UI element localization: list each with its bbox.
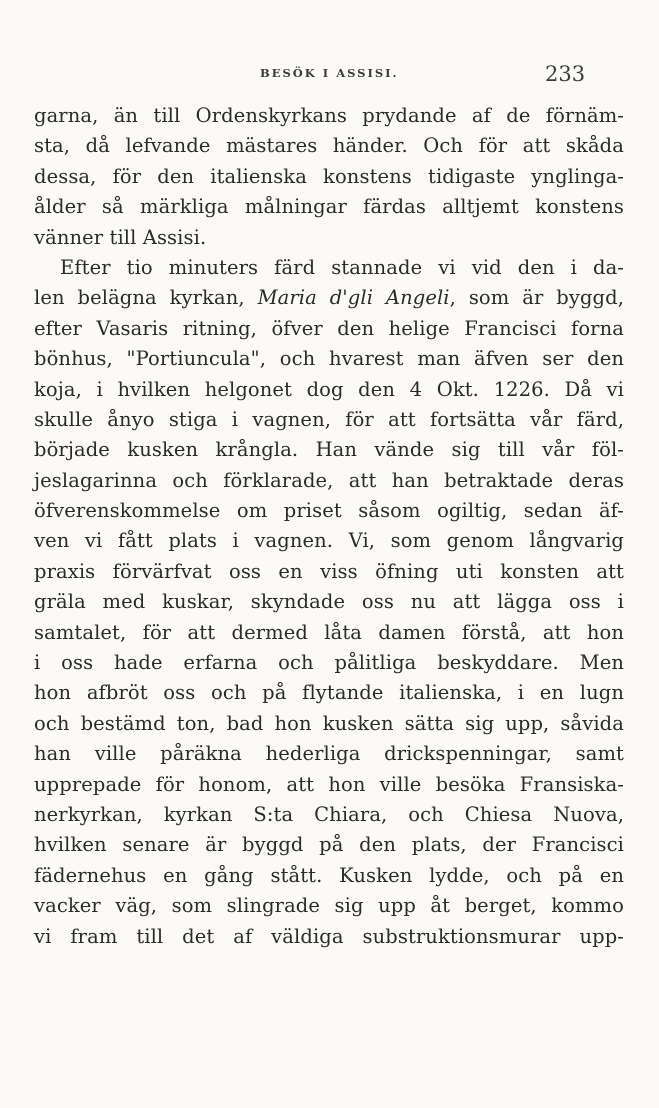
text-line: bönhus, "Portiuncula", och hvarest man äfven ser den	[34, 347, 624, 371]
text-segment: , som är byggd,	[449, 286, 624, 310]
text-line: gräla med kuskar, skyndade oss nu att lägga oss i	[34, 590, 624, 614]
text-line: jeslagarinna och förklarade, att han betraktade deras	[34, 468, 624, 492]
text-line: hon afbröt oss och på flytande italienska, i en lugn	[34, 681, 624, 705]
text-line: koja, i hvilken helgonet dog den 4 Okt. 1226. Då vi	[34, 377, 624, 401]
text-line: skulle ånyo stiga i vagnen, för att fortsätta vår färd,	[34, 407, 624, 431]
text-line: ålder så märkliga målningar färdas alltjemt konstens	[34, 195, 624, 219]
text-line: efter Vasaris ritning, öfver den helige Francisci forna	[34, 316, 624, 340]
body-text	[34, 101, 624, 952]
text-line: öfverenskommelse om priset såsom ogiltig, sedan äf-	[34, 499, 624, 523]
text-line: vacker väg, som slingrade sig upp åt berget, kommo	[34, 894, 624, 918]
text-line: nerkyrkan, kyrkan S:ta Chiara, och Chiesa Nuova,	[34, 802, 624, 826]
text-line: ven vi fått plats i vagnen. Vi, som genom långvarig	[34, 529, 624, 553]
text-line: dessa, för den italienska konstens tidigaste ynglinga-	[34, 164, 624, 188]
text-line: Efter tio minuters färd stannade vi vid den i da-	[60, 255, 624, 279]
text-line: och bestämd ton, bad hon kusken sätta sig upp, såvida	[34, 711, 624, 735]
text-line: sta, då lefvande mästares händer. Och för att skåda	[34, 134, 624, 158]
text-line	[34, 283, 624, 313]
text-segment: len belägna kyrkan,	[34, 286, 258, 310]
church-name: Maria d'gli Angeli	[257, 286, 450, 310]
running-head	[0, 62, 659, 88]
text-line: praxis förvärfvat oss en viss öfning uti konsten att	[34, 559, 624, 583]
text-line: fädernehus en gång stått. Kusken lydde, och på en	[34, 863, 624, 887]
text-line: garna, än till Ordenskyrkans prydande af de förnäm-	[34, 104, 624, 127]
page-number: 233	[545, 62, 586, 86]
text-line: samtalet, för att dermed låta damen förstå, att hon	[34, 620, 624, 644]
text-line: i oss hade erfarna och pålitliga beskyddare. Men	[34, 651, 624, 675]
text-line: upprepade för honom, att hon ville besöka Fransiska-	[34, 772, 624, 796]
running-title: BESÖK I ASSISI.	[260, 66, 399, 80]
text-line: han ville påräkna hederliga drickspenningar, samt	[34, 742, 624, 766]
text-line: hvilken senare är byggd på den plats, der Francisci	[34, 833, 624, 857]
text-line: vi fram till det af väldiga substruktionsmurar upp-	[34, 924, 624, 948]
text-line: började kusken krångla. Han vände sig till vår föl-	[34, 438, 624, 462]
text-line: vänner till Assisi.	[34, 225, 207, 249]
